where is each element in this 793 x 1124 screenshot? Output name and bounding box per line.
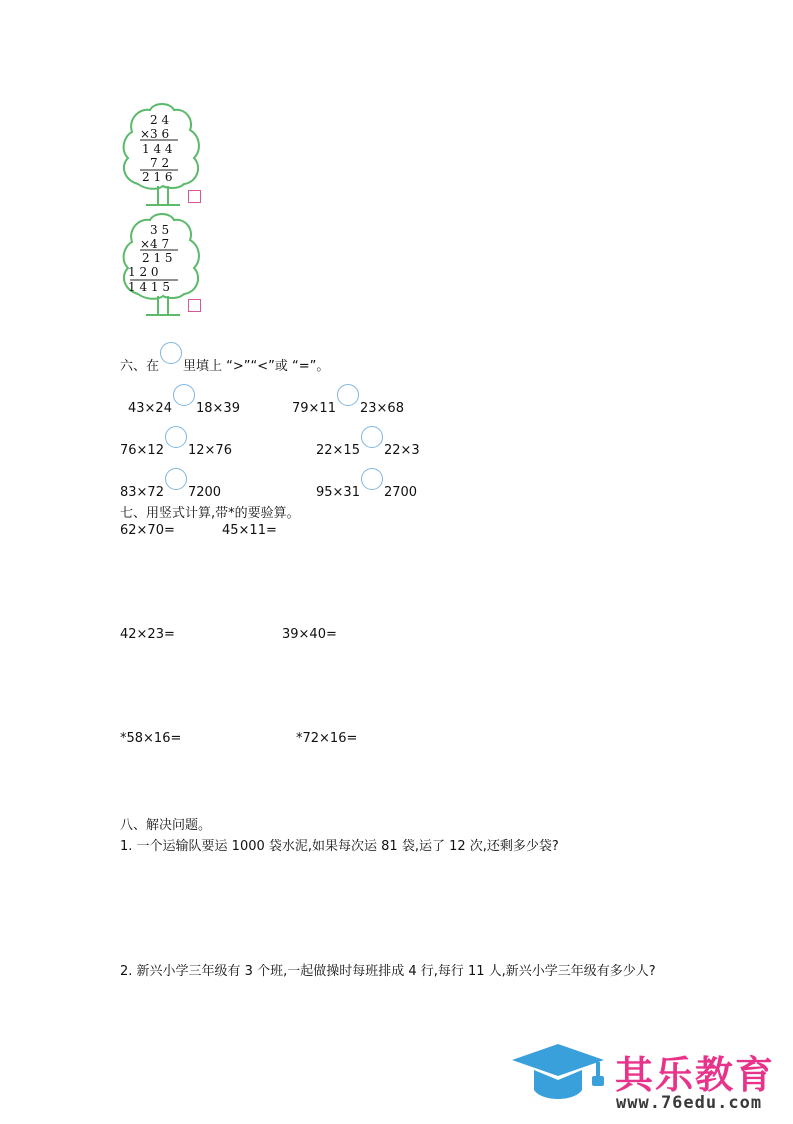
calc-item-5: *58×16= [120, 731, 182, 746]
expr-right: 12×76 [187, 443, 232, 458]
tree1-row-2: ×3 6 [140, 127, 170, 141]
expr-left: 95×31 [316, 485, 360, 500]
tree1-row-4: 7 2 [150, 156, 170, 170]
section8-title: 八、解决问题。 [120, 818, 212, 833]
expr-left: 22×15 [316, 443, 360, 458]
compare-row-1-right [292, 384, 404, 416]
compare-circle-1[interactable] [173, 384, 195, 406]
calc-item-2: 45×11= [222, 523, 277, 538]
expr-right: 23×68 [359, 401, 404, 416]
section7-title: 七、用竖式计算,带*的要验算。 [120, 506, 300, 521]
compare-circle-icon [160, 342, 182, 364]
graduation-cap-icon [512, 1040, 612, 1120]
expr-left: 83×72 [120, 485, 164, 500]
compare-circle-4[interactable] [361, 426, 383, 448]
brand-url: www.76edu.com [616, 1093, 763, 1113]
expr-left: 79×11 [292, 401, 336, 416]
compare-circle-5[interactable] [165, 468, 187, 490]
compare-row-3-right [316, 468, 417, 500]
tree1-row-1: 2 4 [150, 113, 170, 127]
tree2-row-2: ×4 7 [140, 237, 170, 251]
tree2-row-3: 2 1 5 [142, 251, 173, 265]
expr-left: 76×12 [120, 443, 164, 458]
compare-circle-6[interactable] [361, 468, 383, 490]
calc-item-3: 42×23= [120, 627, 175, 642]
tree1-row-5: 2 1 6 [142, 170, 173, 184]
calc-item-4: 39×40= [282, 627, 337, 642]
tree1-row-3: 1 4 4 [142, 142, 173, 156]
expr-right: 7200 [187, 485, 222, 500]
expr-right: 18×39 [195, 401, 240, 416]
brand-name: 其乐教育 [615, 1053, 776, 1097]
expr-left: 43×24 [128, 401, 172, 416]
question-2: 2. 新兴小学三年级有 3 个班,一起做操时每班排成 4 行,每行 11 人,新兴小学三年级有多少人? [120, 964, 656, 979]
compare-circle-3[interactable] [165, 426, 187, 448]
answer-box-2[interactable] [188, 299, 201, 312]
section6-title [120, 342, 329, 374]
tree2-row-4: 1 2 0 [128, 265, 159, 279]
section6-title-pre: 六、在 [120, 359, 160, 374]
compare-row-2-right [316, 426, 420, 458]
answer-box-1[interactable] [188, 190, 201, 203]
compare-row-3-left [120, 468, 221, 500]
expr-right: 2700 [383, 485, 418, 500]
question-1: 1. 一个运输队要运 1000 袋水泥,如果每次运 81 袋,运了 12 次,还剩多少袋? [120, 839, 559, 854]
expr-right: 22×3 [383, 443, 420, 458]
tree2-row-1: 3 5 [150, 223, 170, 237]
compare-row-2-left [120, 426, 232, 458]
tree2-row-5: 1 4 1 5 [128, 280, 170, 294]
calc-item-1: 62×70= [120, 523, 175, 538]
calc-item-6: *72×16= [296, 731, 358, 746]
compare-row-1-left [128, 384, 240, 416]
compare-circle-2[interactable] [337, 384, 359, 406]
section6-title-post: 里填上 “>”“<”或 “=”。 [183, 359, 330, 374]
